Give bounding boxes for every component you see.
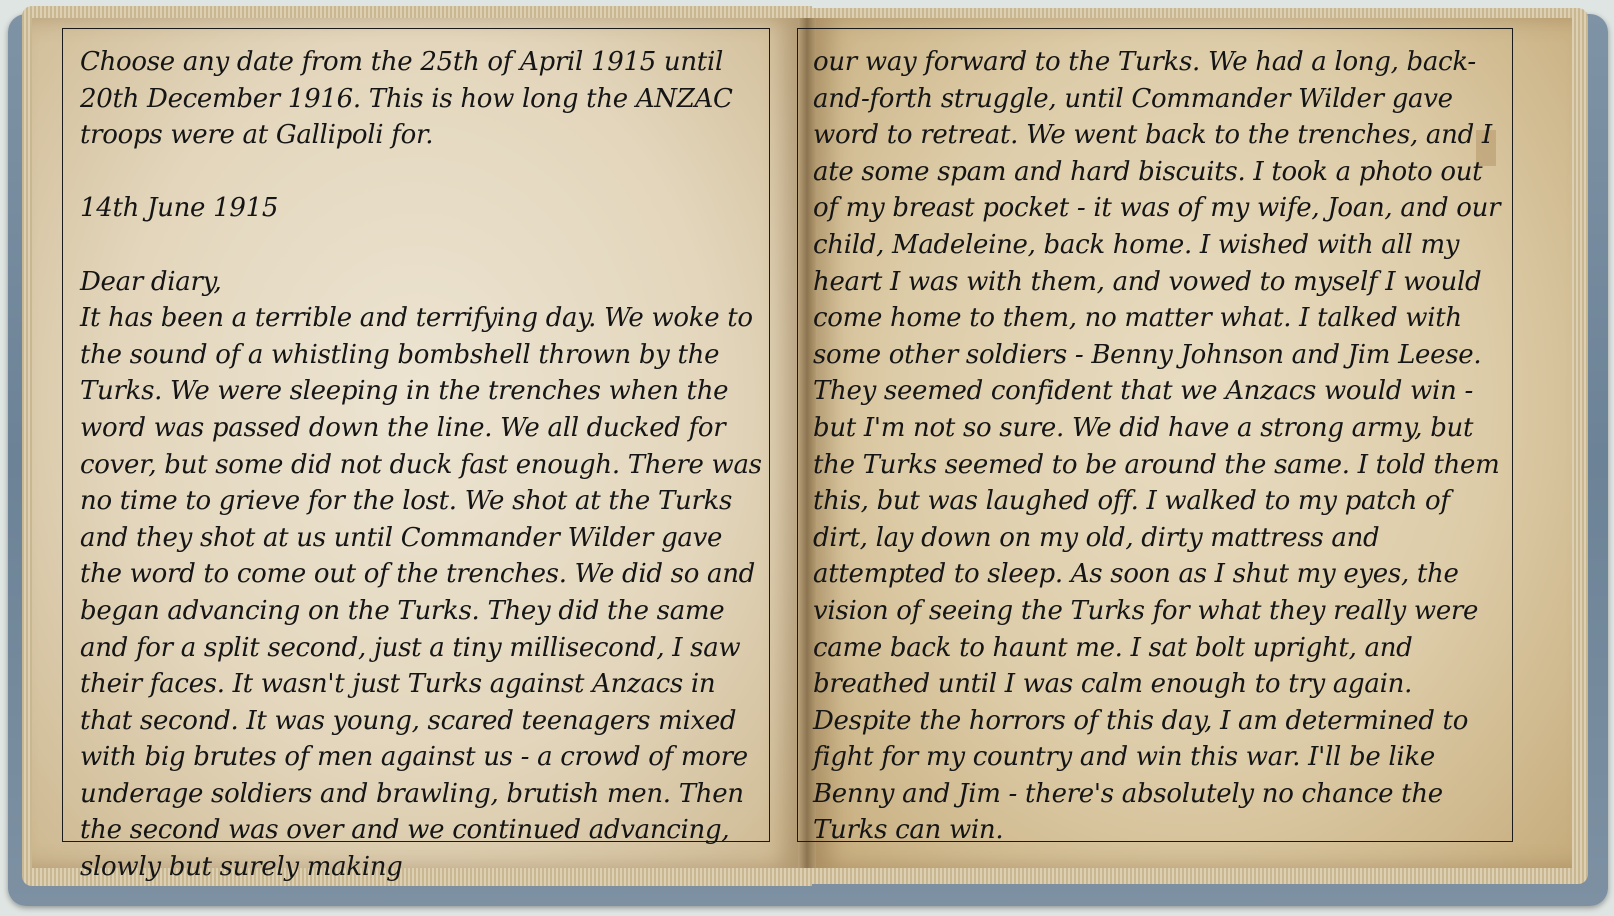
- left-page-text: [80, 44, 770, 883]
- right-page-text: [813, 44, 1508, 849]
- entry-body-right: our way forward to the Turks. We had a long, back-and-forth struggle, until Commander Wilder gave word to retreat. We went back to the trenches, and I ate some spam and hard biscuits. I took a photo out of my breast pocket - it was of my wife, Joan, and our child, Madeleine, back home. I wished with all my heart I was with them, and vowed to myself I would come home to them, no matter what. I talked with some other soldiers - Benny Johnson and Jim Leese. They seemed confident that we Anzacs would win - but I'm not so sure. We did have a strong army, but the Turks seemed to be around the same. I told them this, but was laughed off. I walked to my patch of dirt, lay down on my old, dirty mattress and attempted to sleep. As soon as I shut my eyes, the vision of seeing the Turks for what they really were came back to haunt me. I sat bolt upright, and breathed until I was calm enough to try again. Despite the horrors of this day, I am determined to fight for my country and win this war. I'll be like Benny and Jim - there's absolutely no chance the Turks can win.: [813, 47, 1501, 846]
- intro-text: Choose any date from the 25th of April 1915 until 20th December 1916. This is how long the ANZAC troops were at Gallipoli for.: [80, 47, 733, 151]
- salutation: Dear diary,: [80, 266, 222, 297]
- entry-body-left: It has been a terrible and terrifying day. We woke to the sound of a whistling bombshell thrown by the Turks. We were sleeping in the trenches when the word was passed down the line. We all ducked for cover, but some did not duck fast enough. There was no time to grieve for the lost. We shot at the Turks and they shot at us until Commander Wilder gave the word to come out of the trenches. We did so and began advancing on the Turks. They did the same and for a split second, just a tiny millisecond, I saw their faces. It wasn't just Turks against Anzacs in that second. It was young, scared teenagers mixed with big brutes of men against us - a crowd of more underage soldiers and brawling, brutish men. Then the second was over and we continued advancing, slowly but surely making: [80, 303, 762, 883]
- entry-date: 14th June 1915: [80, 193, 279, 224]
